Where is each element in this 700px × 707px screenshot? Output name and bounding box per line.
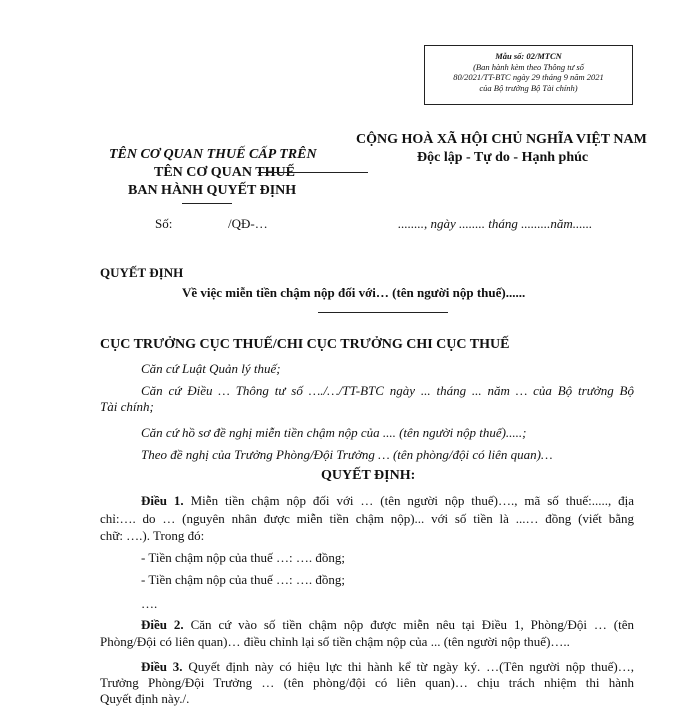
document-type-heading: QUYẾT ĐỊNH xyxy=(100,265,184,280)
article-1-line: chữ: ….). Trong đó: xyxy=(100,528,205,543)
form-note-line: 80/2021/TT-BTC ngày 29 tháng 9 năm 2021 xyxy=(453,72,604,82)
legal-basis-line: Căn cứ hồ sơ đề nghị miễn tiền chậm nộp của .... (tên người nộp thuế).....; xyxy=(141,425,527,440)
form-reference-box xyxy=(424,45,633,105)
article-2-label: Điều 2. xyxy=(141,617,184,632)
article-2-line: Phòng/Đội có liên quan)… điều chỉnh lại số tiền chậm nộp của ... (tên người nộp thuế)….. xyxy=(100,634,570,649)
issuing-authority: CỤC TRƯỞNG CỤC THUẾ/CHI CỤC TRƯỞNG CHI CỤC THUẾ xyxy=(100,337,510,352)
article-3-line: Trưởng Phòng/Đội Trưởng … (tên phòng/đội có liên quan)… chịu trách nhiệm thi hành xyxy=(100,675,634,690)
article-3-line: Quyết định này./. xyxy=(100,691,190,706)
article-3-text: Quyết định này có hiệu lực thi hành kể từ ngày ký. …(Tên người nộp thuế)…, xyxy=(188,659,634,674)
decision-subject: Về việc miễn tiền chậm nộp đối với… (tên người nộp thuế)...... xyxy=(182,285,526,300)
article-1-label: Điều 1. xyxy=(141,493,184,508)
legal-basis-line: Theo đề nghị của Trưởng Phòng/Đội Trưởng … (tên phòng/đội có liên quan)… xyxy=(141,447,553,462)
header-rule xyxy=(258,172,368,173)
article-1-item: - Tiền chậm nộp của thuế …: …. đồng; xyxy=(141,572,346,587)
legal-basis-line: Tài chính; xyxy=(100,399,154,414)
country-name: CỘNG HOÀ XÃ HỘI CHỦ NGHĨA VIỆT NAM xyxy=(356,132,647,147)
national-motto: Độc lập - Tự do - Hạnh phúc xyxy=(417,150,589,165)
article-1-line: chỉ:…. do … (nguyên nhân được miễn tiền chậm nộp)... với số tiền là ...… đồng (viết bằng xyxy=(100,511,634,526)
article-2-text: Căn cứ vào số tiền chậm nộp được miễn nêu tại Điều 1, Phòng/Đội … (tên xyxy=(190,617,635,632)
agency-name: TÊN CƠ QUAN THUẾ xyxy=(154,165,295,180)
article-2-line xyxy=(141,616,634,633)
article-1-item: - Tiền chậm nộp của thuế …: …. đồng; xyxy=(141,550,346,565)
legal-basis-line: Căn cứ Điều … Thông tư số …./…/TT-BTC ngày ... tháng ... năm … của Bộ trưởng Bộ xyxy=(141,383,634,398)
header-underline xyxy=(182,203,232,204)
article-1-ellipsis: …. xyxy=(141,596,158,611)
form-note-line: của Bộ trưởng Bộ Tài chính) xyxy=(479,82,578,93)
title-underline xyxy=(318,312,448,313)
legal-basis-line: Căn cứ Luật Quản lý thuế; xyxy=(141,361,281,376)
superior-agency-name: TÊN CƠ QUAN THUẾ CẤP TRÊN xyxy=(109,147,317,162)
article-1-line xyxy=(141,492,634,509)
decision-heading: QUYẾT ĐỊNH: xyxy=(321,468,416,483)
article-3-line xyxy=(141,658,634,675)
decision-number-label: Số: xyxy=(155,216,173,231)
form-code: Mẫu số: 02/MTCN xyxy=(495,51,562,61)
form-note-line: (Ban hành kèm theo Thông tư số xyxy=(473,61,584,72)
issuing-agency-label: BAN HÀNH QUYẾT ĐỊNH xyxy=(128,183,297,198)
article-1-text: Miễn tiền chậm nộp đối với … (tên người nộp thuế)…., mã số thuế:....., địa xyxy=(190,493,635,508)
place-date-line: ........, ngày ........ tháng .........năm...... xyxy=(398,216,593,231)
article-3-label: Điều 3. xyxy=(141,659,183,674)
decision-number-suffix: /QĐ-… xyxy=(228,216,268,231)
